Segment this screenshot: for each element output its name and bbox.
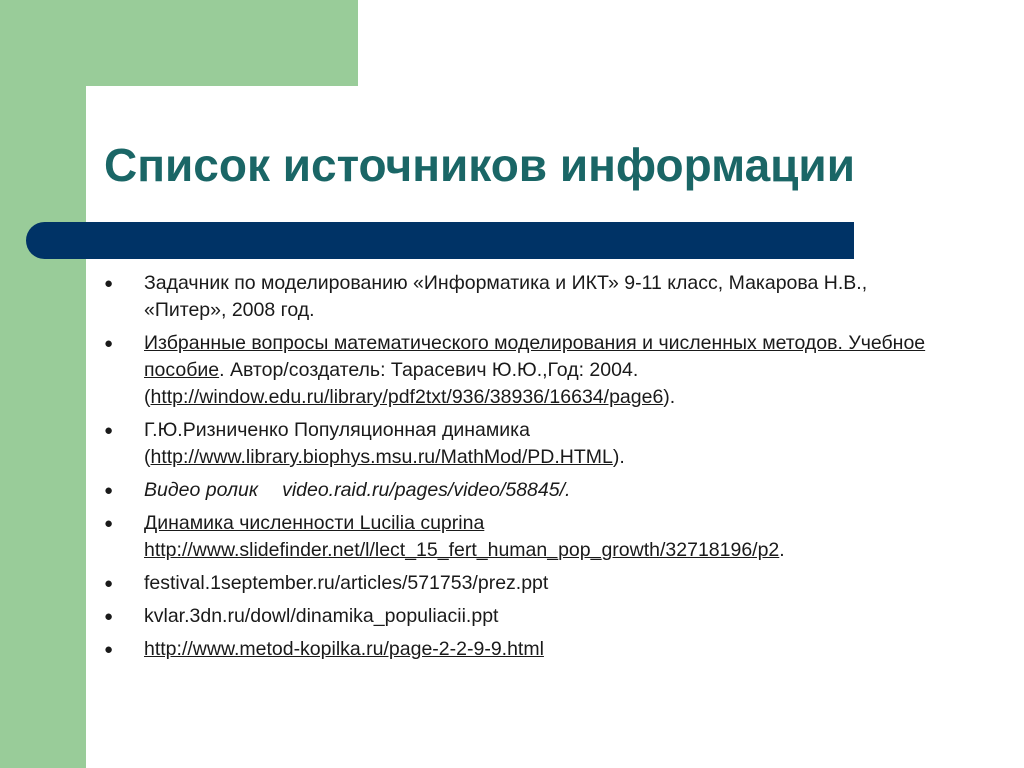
source-item-6 bbox=[104, 570, 944, 597]
sources-list bbox=[104, 270, 944, 669]
source-url-link[interactable]: http://www.slidefinder.net/l/lect_15_fert_human_pop_growth/32718196/p2 bbox=[144, 539, 780, 561]
source-end-text: ). bbox=[663, 386, 676, 408]
source-title-link[interactable]: Избранные вопросы математического моделирования и численных методов. Учебное пособие bbox=[144, 332, 926, 381]
bullet-dot-icon: ● bbox=[104, 515, 114, 532]
source-item-5 bbox=[104, 510, 944, 564]
source-text: kvlar.3dn.ru/dowl/dinamika_populiacii.ppt bbox=[144, 605, 499, 627]
bullet-dot-icon: ● bbox=[104, 275, 114, 292]
bullet-dot-icon: ● bbox=[104, 335, 114, 352]
source-text: festival.1september.ru/articles/571753/prez.ppt bbox=[144, 572, 549, 594]
source-title-link[interactable]: Динамика численности Lucilia cuprina bbox=[144, 512, 485, 534]
slide-title: Список источников информации bbox=[104, 139, 855, 191]
title-underline-bar bbox=[26, 222, 854, 259]
source-url-text: video.raid.ru/pages/video/58845/. bbox=[282, 479, 571, 501]
source-end-text: . bbox=[779, 539, 785, 561]
bullet-dot-icon: ● bbox=[104, 422, 114, 439]
source-text: Г.Ю.Ризниченко Популяционная динамика ( bbox=[144, 419, 530, 468]
source-text: Задачник по моделированию «Информатика и ИКТ» 9-11 класс, Макарова Н.В., «Питер», 2008 год. bbox=[144, 272, 868, 321]
source-url-link[interactable]: http://window.edu.ru/library/pdf2txt/936/38936/16634/page6 bbox=[150, 386, 664, 408]
source-end-text: ). bbox=[612, 446, 625, 468]
source-details-text: . Автор/создатель: Тарасевич Ю.Ю.,Год: 2004. ( bbox=[144, 359, 639, 408]
source-item-8 bbox=[104, 636, 944, 663]
source-item-7 bbox=[104, 603, 944, 630]
green-frame-top bbox=[0, 0, 358, 86]
bullet-dot-icon: ● bbox=[104, 641, 114, 658]
bullet-dot-icon: ● bbox=[104, 575, 114, 592]
source-item-4 bbox=[104, 477, 944, 504]
source-url-link[interactable]: http://www.library.biophys.msu.ru/MathMod/PD.HTML bbox=[150, 446, 613, 468]
source-item-1 bbox=[104, 270, 944, 324]
source-url-link[interactable]: http://www.metod-kopilka.ru/page-2-2-9-9.html bbox=[144, 638, 544, 660]
bullet-dot-icon: ● bbox=[104, 482, 114, 499]
bullet-dot-icon: ● bbox=[104, 608, 114, 625]
source-item-2 bbox=[104, 330, 944, 411]
source-label: Видео ролик bbox=[144, 479, 259, 501]
green-frame-left bbox=[0, 0, 86, 768]
source-item-3 bbox=[104, 417, 944, 471]
